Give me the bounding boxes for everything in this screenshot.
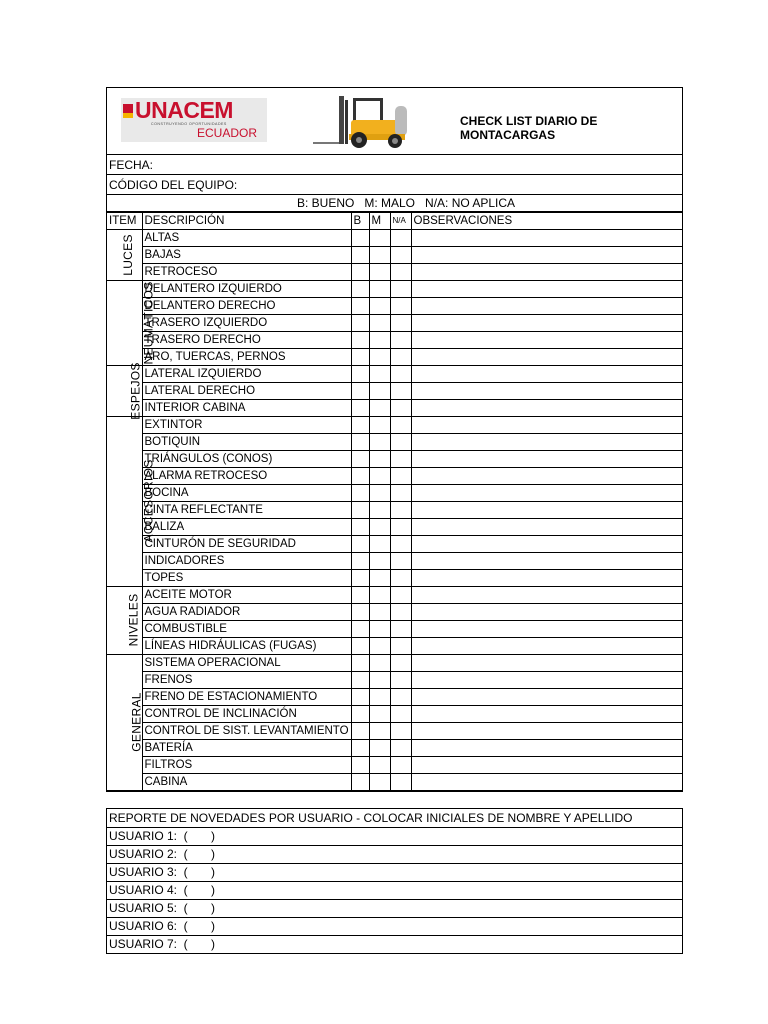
observaciones-cell[interactable] [411, 502, 682, 519]
check-m-cell[interactable] [369, 332, 390, 349]
check-m-cell[interactable] [369, 706, 390, 723]
observaciones-cell[interactable] [411, 315, 682, 332]
check-b-cell[interactable] [351, 383, 369, 400]
check-b-cell[interactable] [351, 247, 369, 264]
item-description: EXTINTOR [142, 417, 351, 434]
check-na-cell[interactable] [390, 247, 411, 264]
check-m-cell[interactable] [369, 264, 390, 281]
category-label: NEUMÁTICOS [141, 280, 156, 365]
observaciones-cell[interactable] [411, 723, 682, 740]
item-description: COMBUSTIBLE [142, 621, 351, 638]
check-m-cell[interactable] [369, 298, 390, 315]
header [107, 88, 682, 155]
logo-country: ECUADOR [197, 126, 258, 140]
table-row [107, 638, 682, 655]
checklist-sheet [106, 87, 683, 792]
observaciones-cell[interactable] [411, 638, 682, 655]
check-b-cell[interactable] [351, 757, 369, 774]
check-na-cell[interactable] [390, 774, 411, 791]
table-row [107, 655, 682, 672]
check-m-cell[interactable] [369, 740, 390, 757]
item-description: BALIZA [142, 519, 351, 536]
category-cell [107, 280, 156, 366]
observaciones-cell[interactable] [411, 383, 682, 400]
table-row [107, 672, 682, 689]
item-description: INDICADORES [142, 553, 351, 570]
observaciones-cell[interactable] [411, 230, 682, 247]
check-na-cell[interactable] [390, 757, 411, 774]
observaciones-cell[interactable] [411, 706, 682, 723]
item-description: LATERAL IZQUIERDO [142, 366, 351, 383]
item-description: BOTIQUIN [142, 434, 351, 451]
observaciones-cell[interactable] [411, 366, 682, 383]
check-m-cell[interactable] [369, 723, 390, 740]
observaciones-cell[interactable] [411, 264, 682, 281]
check-m-cell[interactable] [369, 519, 390, 536]
category-label: LUCES [120, 233, 135, 276]
table-row [107, 740, 682, 757]
check-b-cell[interactable] [351, 451, 369, 468]
table-row [107, 757, 682, 774]
logo-mark-yellow [123, 113, 133, 118]
observaciones-cell[interactable] [411, 740, 682, 757]
col-na: N/A [390, 213, 411, 230]
logo-tagline: CONSTRUYENDO OPORTUNIDADES [151, 122, 227, 126]
observaciones-cell[interactable] [411, 604, 682, 621]
item-description: BOCINA [142, 485, 351, 502]
report-title: REPORTE DE NOVEDADES POR USUARIO - COLOCAR INICIALES DE NOMBRE Y APELLIDO [107, 809, 682, 828]
observaciones-cell[interactable] [411, 587, 682, 604]
category-label: ESPEJOS [128, 361, 143, 420]
usuario-row[interactable]: USUARIO 7: ( ) [109, 937, 216, 951]
fecha-field[interactable]: FECHA: [107, 155, 682, 175]
check-b-cell[interactable] [351, 281, 369, 298]
item-description: BAJAS [142, 247, 351, 264]
check-m-cell[interactable] [369, 587, 390, 604]
check-b-cell[interactable] [351, 740, 369, 757]
col-b: B [351, 213, 369, 230]
check-na-cell[interactable] [390, 468, 411, 485]
check-na-cell[interactable] [390, 434, 411, 451]
check-na-cell[interactable] [390, 417, 411, 434]
table-row [107, 332, 682, 349]
item-description: LÍNEAS HIDRÁULICAS (FUGAS) [142, 638, 351, 655]
table-header-row [107, 213, 682, 230]
page-title: CHECK LIST DIARIO DE MONTACARGAS [460, 114, 598, 142]
check-b-cell[interactable] [351, 519, 369, 536]
item-description: TOPES [142, 570, 351, 587]
check-m-cell[interactable] [369, 757, 390, 774]
check-m-cell[interactable] [369, 689, 390, 706]
observaciones-cell[interactable] [411, 689, 682, 706]
category-label: GENERAL [129, 692, 144, 752]
table-row [107, 502, 682, 519]
observaciones-cell[interactable] [411, 281, 682, 298]
check-m-cell[interactable] [369, 672, 390, 689]
item-description: FRENOS [142, 672, 351, 689]
check-b-cell[interactable] [351, 332, 369, 349]
col-m: M [369, 213, 390, 230]
check-na-cell[interactable] [390, 315, 411, 332]
category-cell [107, 361, 143, 420]
table-row [107, 536, 682, 553]
check-na-cell[interactable] [390, 672, 411, 689]
observaciones-cell[interactable] [411, 400, 682, 417]
check-b-cell[interactable] [351, 706, 369, 723]
check-m-cell[interactable] [369, 468, 390, 485]
observaciones-cell[interactable] [411, 672, 682, 689]
check-na-cell[interactable] [390, 383, 411, 400]
check-m-cell[interactable] [369, 451, 390, 468]
table-row [107, 621, 682, 638]
check-m-cell[interactable] [369, 638, 390, 655]
item-description: TRASERO DERECHO [142, 332, 351, 349]
table-row [107, 451, 682, 468]
check-b-cell[interactable] [351, 638, 369, 655]
check-b-cell[interactable] [351, 604, 369, 621]
observaciones-cell[interactable] [411, 757, 682, 774]
category-cell [107, 417, 156, 587]
item-description: CINTA REFLECTANTE [142, 502, 351, 519]
legend-text: B: BUENO M: MALO N/A: NO APLICA [297, 196, 516, 210]
table-row [107, 417, 682, 434]
check-na-cell[interactable] [390, 536, 411, 553]
item-description: ALARMA RETROCESO [142, 468, 351, 485]
usuario-row[interactable]: USUARIO 4: ( ) [107, 882, 682, 900]
table-row [107, 553, 682, 570]
check-b-cell[interactable] [351, 468, 369, 485]
check-m-cell[interactable] [369, 400, 390, 417]
observaciones-cell[interactable] [411, 468, 682, 485]
table-row [107, 315, 682, 332]
check-m-cell[interactable] [369, 774, 390, 791]
table-row [107, 723, 682, 740]
check-na-cell[interactable] [390, 332, 411, 349]
check-na-cell[interactable] [390, 281, 411, 298]
observaciones-cell[interactable] [411, 434, 682, 451]
table-row [107, 298, 682, 315]
check-m-cell[interactable] [369, 230, 390, 247]
observaciones-cell[interactable] [411, 519, 682, 536]
forklift-image [309, 90, 421, 152]
check-b-cell[interactable] [351, 655, 369, 672]
item-description: TRASERO IZQUIERDO [142, 315, 351, 332]
check-m-cell[interactable] [369, 349, 390, 366]
item-description: CONTROL DE INCLINACIÓN [142, 706, 351, 723]
check-na-cell[interactable] [390, 740, 411, 757]
category-cell [107, 587, 142, 655]
observaciones-cell[interactable] [411, 655, 682, 672]
observaciones-cell[interactable] [411, 774, 682, 791]
check-na-cell[interactable] [390, 502, 411, 519]
check-b-cell[interactable] [351, 502, 369, 519]
item-description: LATERAL DERECHO [142, 383, 351, 400]
check-na-cell[interactable] [390, 366, 411, 383]
check-b-cell[interactable] [351, 417, 369, 434]
table-row [107, 468, 682, 485]
check-na-cell[interactable] [390, 655, 411, 672]
check-m-cell[interactable] [369, 570, 390, 587]
table-row [107, 281, 682, 298]
item-description: FILTROS [142, 757, 351, 774]
check-b-cell[interactable] [351, 587, 369, 604]
check-b-cell[interactable] [351, 536, 369, 553]
item-description: INTERIOR CABINA [142, 400, 351, 417]
observaciones-cell[interactable] [411, 417, 682, 434]
category-label: ACCESORIOS [141, 459, 156, 543]
check-m-cell[interactable] [369, 315, 390, 332]
usuario-row[interactable]: USUARIO 1: ( ) [107, 828, 682, 846]
item-description: RETROCESO [142, 264, 351, 281]
check-na-cell[interactable] [390, 230, 411, 247]
usuario-row[interactable]: USUARIO 5: ( ) [107, 900, 682, 918]
item-description: CONTROL DE SIST. LEVANTAMIENTO [142, 723, 351, 740]
check-na-cell[interactable] [390, 553, 411, 570]
observaciones-cell[interactable] [411, 349, 682, 366]
check-m-cell[interactable] [369, 502, 390, 519]
check-b-cell[interactable] [351, 315, 369, 332]
table-row [107, 604, 682, 621]
check-m-cell[interactable] [369, 553, 390, 570]
check-m-cell[interactable] [369, 604, 390, 621]
check-na-cell[interactable] [390, 298, 411, 315]
check-m-cell[interactable] [369, 434, 390, 451]
item-description: ACEITE MOTOR [142, 587, 351, 604]
check-b-cell[interactable] [351, 553, 369, 570]
table-row [107, 587, 682, 604]
table-row [107, 230, 682, 247]
check-m-cell[interactable] [369, 621, 390, 638]
check-b-cell[interactable] [351, 366, 369, 383]
check-na-cell[interactable] [390, 723, 411, 740]
check-m-cell[interactable] [369, 485, 390, 502]
check-b-cell[interactable] [351, 264, 369, 281]
table-row [107, 264, 682, 281]
item-description: FRENO DE ESTACIONAMIENTO [142, 689, 351, 706]
check-na-cell[interactable] [390, 264, 411, 281]
check-b-cell[interactable] [351, 434, 369, 451]
codigo-equipo-field[interactable]: CÓDIGO DEL EQUIPO: [107, 175, 682, 195]
check-na-cell[interactable] [390, 400, 411, 417]
check-m-cell[interactable] [369, 383, 390, 400]
check-na-cell[interactable] [390, 570, 411, 587]
item-description: DELANTERO IZQUIERDO [142, 281, 351, 298]
item-description: TRIÁNGULOS (CONOS) [142, 451, 351, 468]
table-row [107, 383, 682, 400]
observaciones-cell[interactable] [411, 298, 682, 315]
rating-legend [107, 195, 682, 212]
table-row [107, 774, 682, 791]
check-b-cell[interactable] [351, 400, 369, 417]
check-b-cell[interactable] [351, 672, 369, 689]
check-na-cell[interactable] [390, 638, 411, 655]
item-description: SISTEMA OPERACIONAL [142, 655, 351, 672]
user-report [106, 808, 683, 954]
item-description: DELANTERO DERECHO [142, 298, 351, 315]
check-b-cell[interactable] [351, 570, 369, 587]
check-m-cell[interactable] [369, 366, 390, 383]
check-na-cell[interactable] [390, 689, 411, 706]
checklist-table [107, 212, 682, 791]
observaciones-cell[interactable] [411, 621, 682, 638]
check-na-cell[interactable] [390, 451, 411, 468]
check-b-cell[interactable] [351, 485, 369, 502]
col-descripcion: DESCRIPCIÓN [142, 213, 351, 230]
check-na-cell[interactable] [390, 587, 411, 604]
check-b-cell[interactable] [351, 689, 369, 706]
observaciones-cell[interactable] [411, 332, 682, 349]
table-row [107, 247, 682, 264]
check-b-cell[interactable] [351, 621, 369, 638]
logo-brand: UNACEM [135, 97, 233, 123]
item-description: BATERÍA [142, 740, 351, 757]
unacem-logo [121, 98, 267, 142]
table-row [107, 570, 682, 587]
check-b-cell[interactable] [351, 723, 369, 740]
item-description: ALTAS [142, 230, 351, 247]
check-b-cell[interactable] [351, 774, 369, 791]
check-na-cell[interactable] [390, 519, 411, 536]
usuario-row[interactable]: USUARIO 2: ( ) [107, 846, 682, 864]
check-m-cell[interactable] [369, 536, 390, 553]
table-row [107, 366, 682, 383]
check-m-cell[interactable] [369, 281, 390, 298]
check-m-cell[interactable] [369, 655, 390, 672]
logo-mark-red [123, 104, 133, 113]
check-m-cell[interactable] [369, 247, 390, 264]
category-cell [107, 655, 142, 791]
check-na-cell[interactable] [390, 349, 411, 366]
check-b-cell[interactable] [351, 298, 369, 315]
table-row [107, 400, 682, 417]
usuario-row[interactable]: USUARIO 6: ( ) [107, 918, 682, 936]
table-row [107, 349, 682, 366]
usuario-row[interactable]: USUARIO 3: ( ) [107, 864, 682, 882]
check-m-cell[interactable] [369, 417, 390, 434]
check-b-cell[interactable] [351, 230, 369, 247]
col-observaciones: OBSERVACIONES [411, 213, 682, 230]
check-b-cell[interactable] [351, 349, 369, 366]
check-na-cell[interactable] [390, 485, 411, 502]
table-row [107, 434, 682, 451]
col-item: ITEM [107, 213, 142, 230]
table-row [107, 706, 682, 723]
category-label: NIVELES [126, 593, 141, 647]
observaciones-cell[interactable] [411, 536, 682, 553]
check-na-cell[interactable] [390, 604, 411, 621]
table-row [107, 519, 682, 536]
observaciones-cell[interactable] [411, 553, 682, 570]
table-row [107, 485, 682, 502]
category-cell [107, 230, 142, 281]
item-description: ARO, TUERCAS, PERNOS [142, 349, 351, 366]
table-row [107, 689, 682, 706]
item-description: CINTURÓN DE SEGURIDAD [142, 536, 351, 553]
check-na-cell[interactable] [390, 706, 411, 723]
observaciones-cell[interactable] [411, 485, 682, 502]
observaciones-cell[interactable] [411, 247, 682, 264]
check-na-cell[interactable] [390, 621, 411, 638]
observaciones-cell[interactable] [411, 451, 682, 468]
item-description: AGUA RADIADOR [142, 604, 351, 621]
observaciones-cell[interactable] [411, 570, 682, 587]
item-description: CABINA [142, 774, 351, 791]
